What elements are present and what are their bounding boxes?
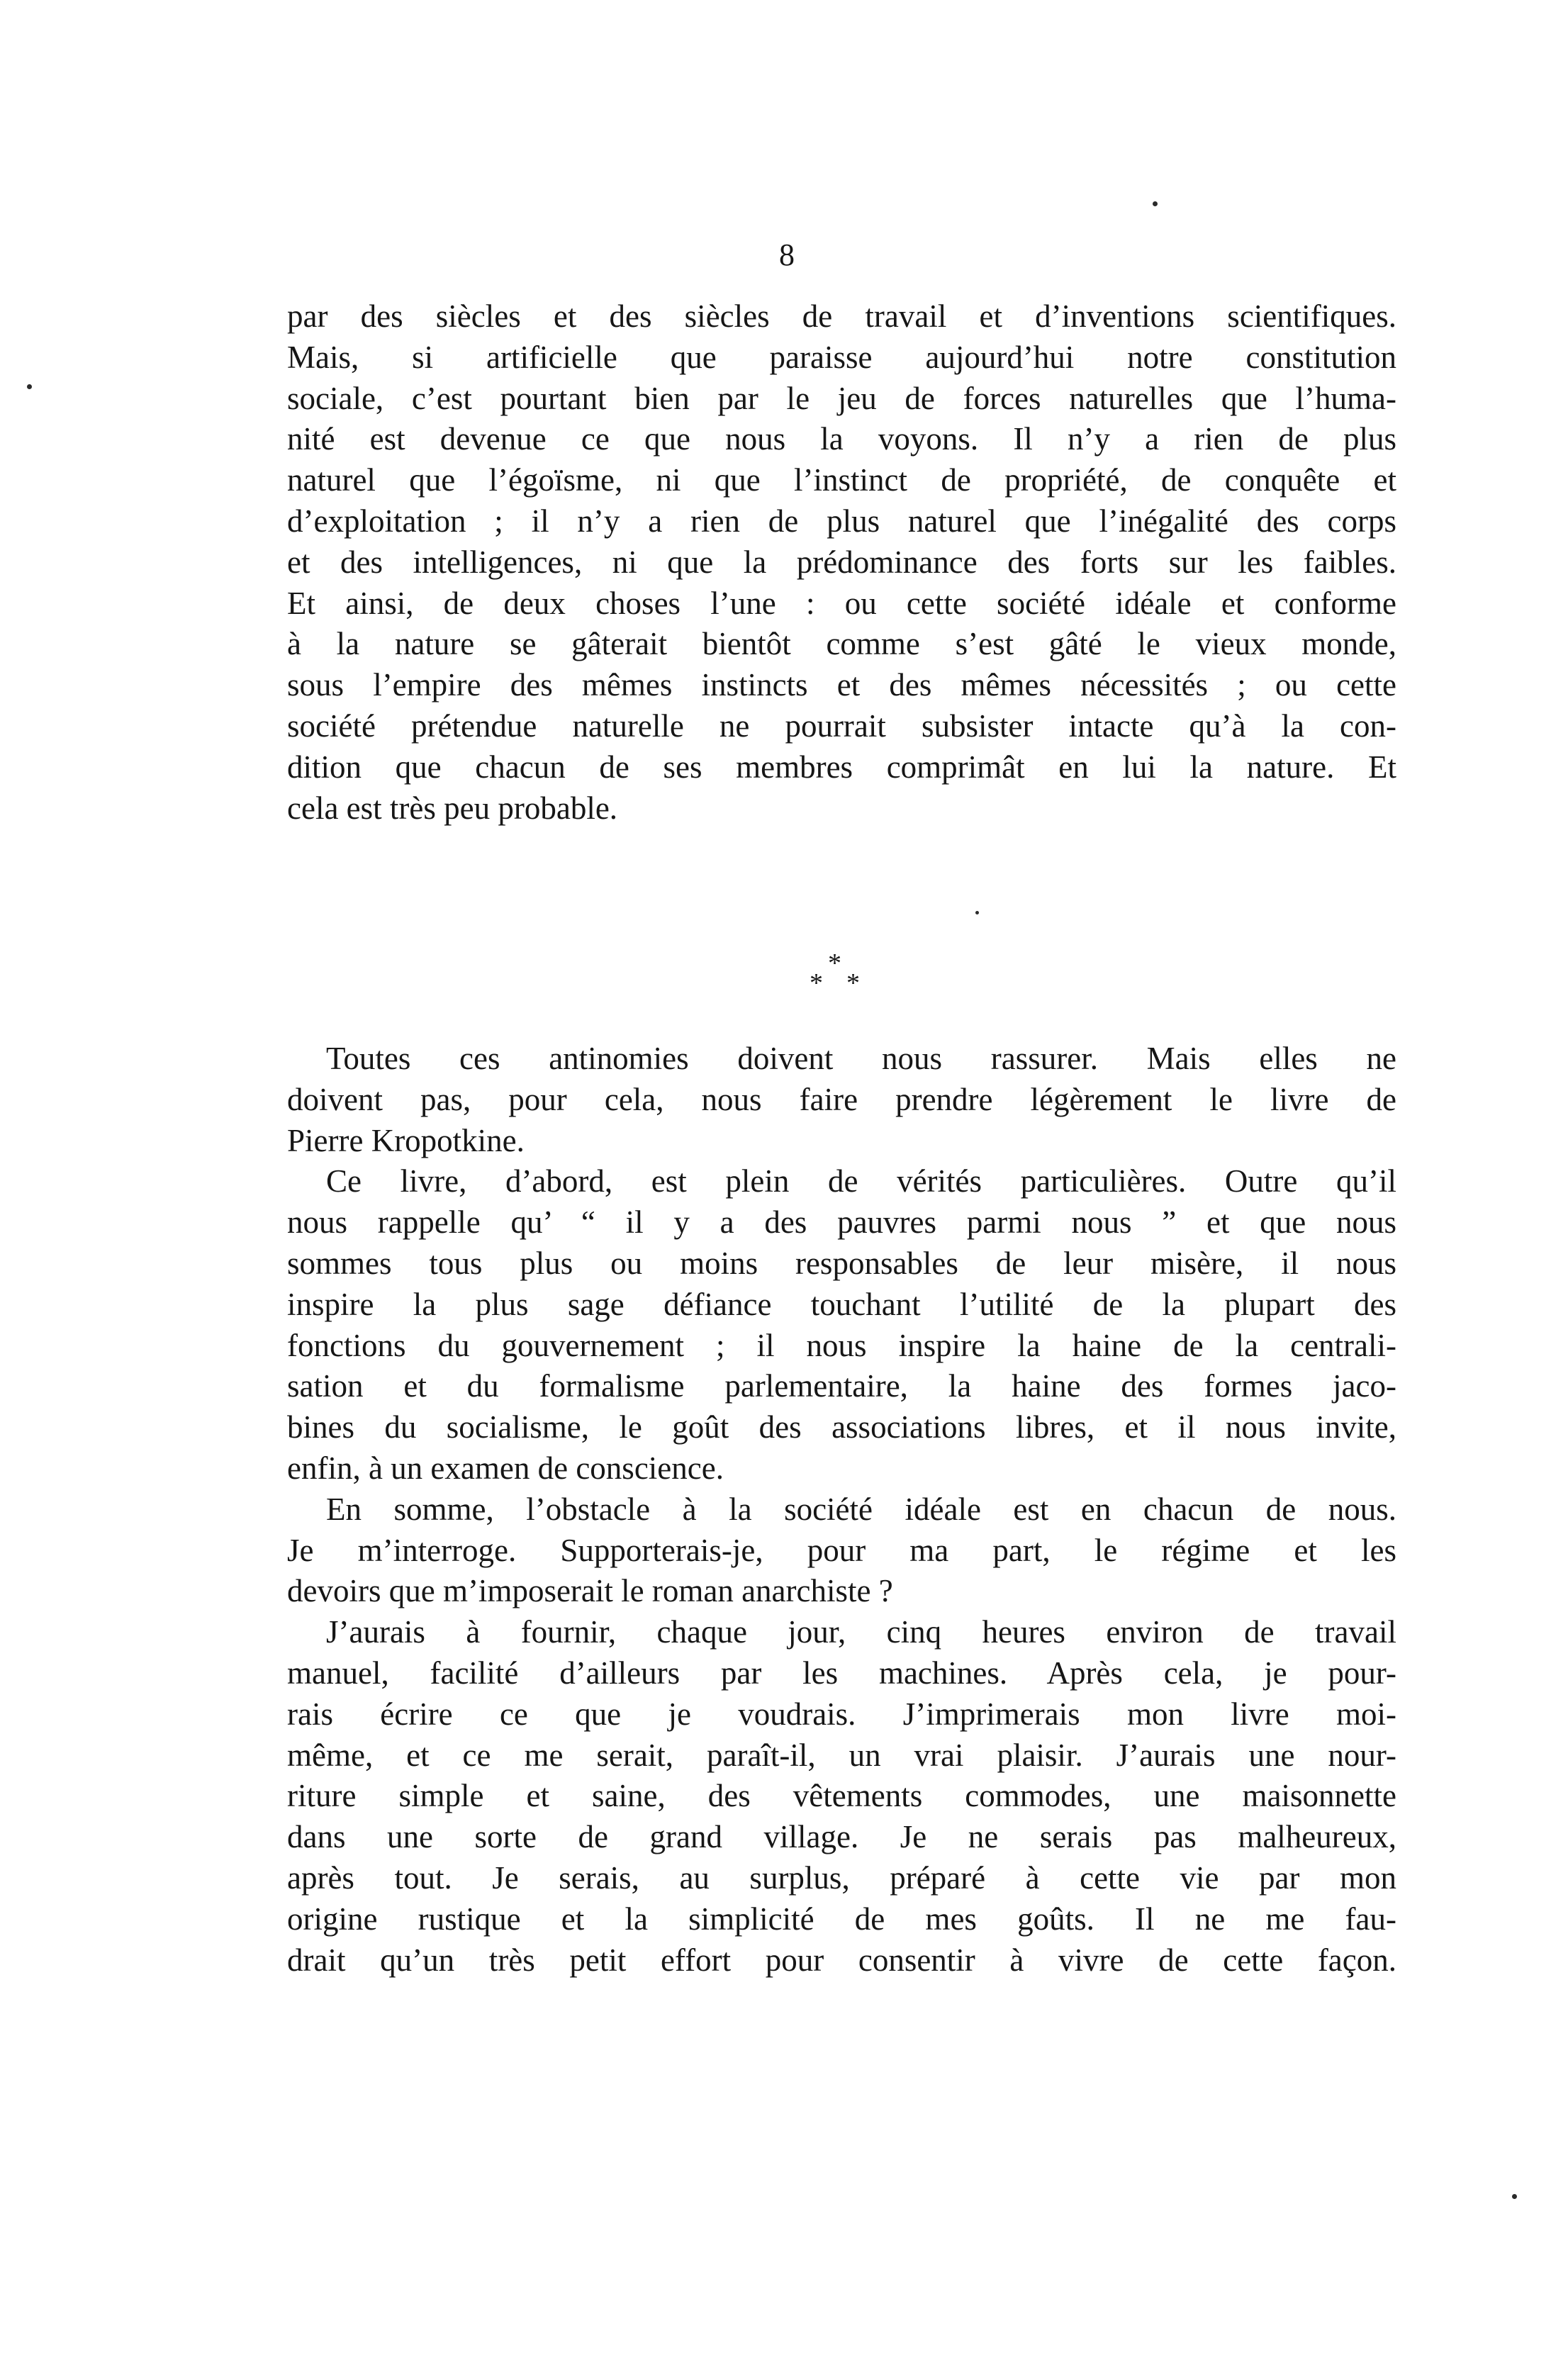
text-line: Je m’interroge. Supporterais-je, pour ma part, le régime et les <box>287 1532 1396 1568</box>
asterisk-glyph: * <box>810 968 823 998</box>
text-line: enfin, à un examen de conscience. <box>287 1450 724 1486</box>
text-line: même, et ce me serait, paraît-il, un vrai plaisir. J’aurais une nour- <box>287 1737 1396 1773</box>
text-line: dans une sorte de grand village. Je ne serais pas malheureux, <box>287 1819 1396 1855</box>
paragraph-continued <box>287 296 1396 829</box>
text-line: rais écrire ce que je voudrais. J’imprimerais mon livre moi- <box>287 1696 1396 1732</box>
text-line: sation et du formalisme parlementaire, la haine des formes jaco- <box>287 1368 1396 1404</box>
text-line: nous rappelle qu’ “ il y a des pauvres parmi nous ” et que nous <box>287 1204 1396 1241</box>
text-line: Pierre Kropotkine. <box>287 1122 525 1158</box>
text-line: bines du socialisme, le goût des associations libres, et il nous invite, <box>287 1409 1396 1445</box>
text-line: naturel que l’égoïsme, ni que l’instinct de propriété, de conquête et <box>287 462 1396 498</box>
text-line: sommes tous plus ou moins responsables de leur misère, il nous <box>287 1245 1396 1281</box>
asterisk-glyph: * <box>846 968 860 998</box>
printing-speck <box>975 911 979 914</box>
text-line: Ce livre, d’abord, est plein de vérités particulières. Outre qu’il <box>326 1163 1396 1199</box>
text-line: par des siècles et des siècles de travail et d’inventions scientifiques. <box>287 298 1396 334</box>
text-line: manuel, facilité d’ailleurs par les machines. Après cela, je pour- <box>287 1655 1396 1691</box>
printing-speck <box>1153 201 1158 206</box>
asterisk-glyph: * <box>828 949 841 978</box>
text-line: origine rustique et la simplicité de mes goûts. Il ne me fau- <box>287 1901 1396 1937</box>
text-line: devoirs que m’imposerait le roman anarchiste ? <box>287 1573 893 1609</box>
text-line: sous l’empire des mêmes instincts et des mêmes nécessités ; ou cette <box>287 667 1396 703</box>
text-line: inspire la plus sage défiance touchant l’utilité de la plupart des <box>287 1286 1396 1322</box>
text-line: nité est devenue ce que nous la voyons. Il n’y a rien de plus <box>287 421 1396 457</box>
printing-speck <box>27 384 32 389</box>
text-line: cela est très peu probable. <box>287 790 618 826</box>
printing-speck <box>1512 2194 1517 2199</box>
text-line: sociale, c’est pourtant bien par le jeu de forces naturelles que l’huma- <box>287 380 1396 416</box>
text-line: Mais, si artificielle que paraisse aujourd’hui notre constitution <box>287 339 1396 375</box>
text-line: après tout. Je serais, au surplus, préparé à cette vie par mon <box>287 1859 1396 1896</box>
text-line: et des intelligences, ni que la prédominance des forts sur les faibles. <box>287 544 1396 580</box>
text-line: Toutes ces antinomies doivent nous rassurer. Mais elles ne <box>326 1041 1396 1076</box>
text-line: doivent pas, pour cela, nous faire prendre légèrement le livre de <box>287 1081 1396 1117</box>
asterism-separator <box>794 950 886 1007</box>
text-line: société prétendue naturelle ne pourrait subsister intacte qu’à la con- <box>287 707 1396 744</box>
text-line: fonctions du gouvernement ; il nous inspire la haine de la centrali- <box>287 1327 1396 1363</box>
text-line: d’exploitation ; il n’y a rien de plus naturel que l’inégalité des corps <box>287 503 1396 539</box>
text-line: drait qu’un très petit effort pour consentir à vivre de cette façon. <box>287 1942 1396 1978</box>
page-number: 8 <box>779 237 795 272</box>
text-line: J’aurais à fournir, chaque jour, cinq heures environ de travail <box>326 1614 1396 1650</box>
text-line: à la nature se gâterait bientôt comme s’est gâté le vieux monde, <box>287 626 1396 662</box>
text-line: riture simple et saine, des vêtements commodes, une maisonnette <box>287 1778 1396 1814</box>
text-line: En somme, l’obstacle à la société idéale est en chacun de nous. <box>326 1491 1396 1527</box>
text-line: dition que chacun de ses membres comprimât en lui la nature. Et <box>287 749 1396 785</box>
text-line: Et ainsi, de deux choses l’une : ou cette société idéale et conforme <box>287 585 1396 621</box>
section-body <box>287 1039 1396 1981</box>
